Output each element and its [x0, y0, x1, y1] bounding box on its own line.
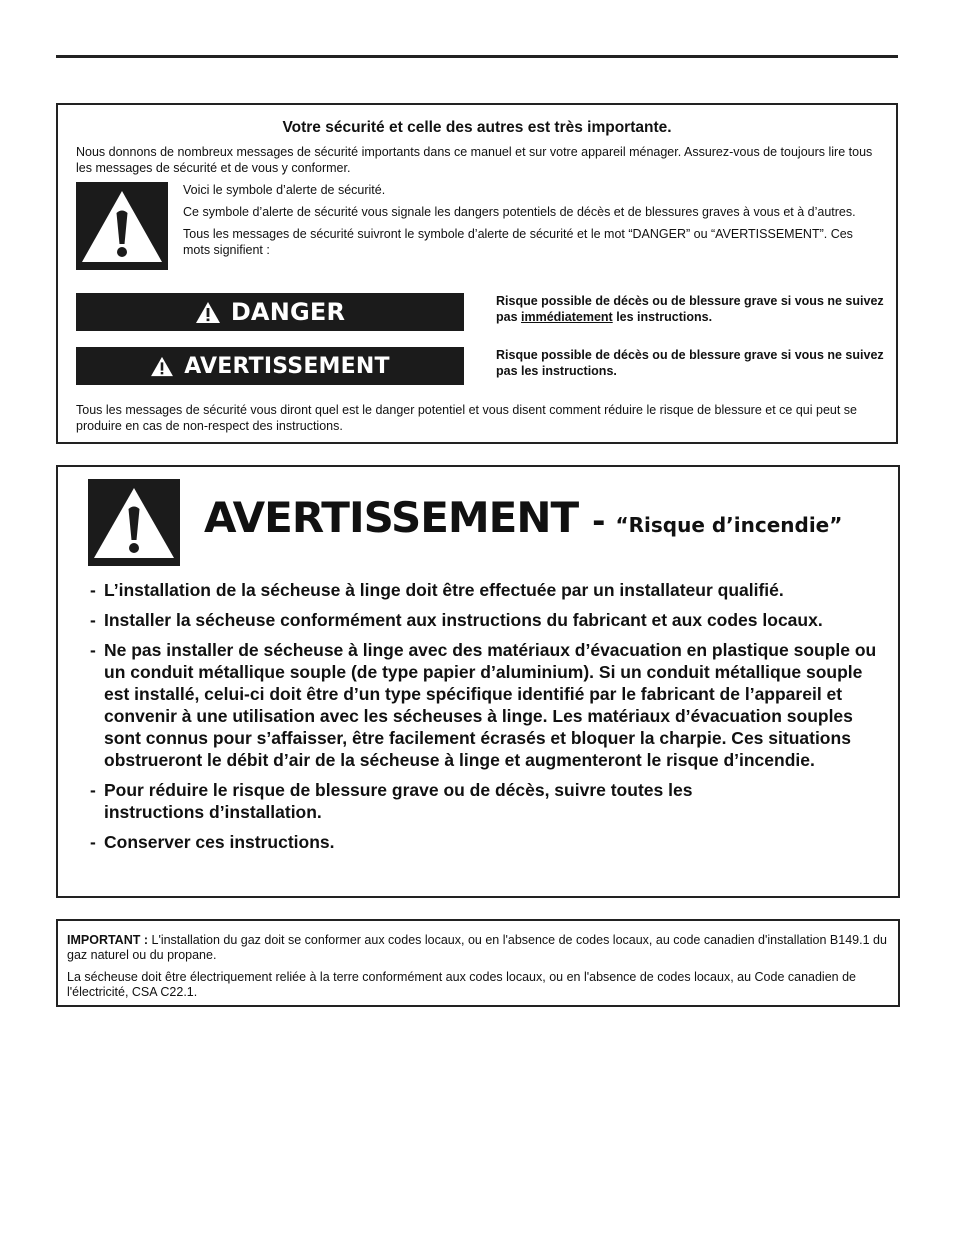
warning-label: AVERTISSEMENT — [184, 353, 390, 379]
symbol-explanation — [183, 182, 873, 264]
symbol-line-3: Tous les messages de sécurité suivront le symbole d’alerte de sécurité et le mot “DANGER” ou “AVERTISSEMENT”. Ces mots signifient : — [183, 227, 853, 257]
warning-banner — [76, 347, 464, 385]
important-gas — [67, 933, 887, 963]
fire-heading-subtitle: “Risque d’incendie” — [615, 513, 843, 537]
important-electric: La sécheuse doit être électriquement reliée à la terre conformément aux codes locaux, ou en l'absence de codes locaux, au Code canadien de l'électricité, CSA C22.1. — [67, 970, 856, 999]
safety-intro: Nous donnons de nombreux messages de sécurité importants dans ce manuel et sur votre appareil ménager. Assurez-vous de toujours lire tous les messages de sécurité et de vous y conformer. — [76, 145, 873, 175]
important-gas-text: L'installation du gaz doit se conformer aux codes locaux, ou en l'absence de codes locaux, au code canadien d'installation B149.1 du gaz naturel ou du propane. — [67, 933, 887, 962]
safety-footer: Tous les messages de sécurité vous diront quel est le danger potentiel et vous disent comment réduire le risque de blessure et ce qui peut se produire en cas de non-respect des instructions. — [76, 403, 857, 433]
warning-small-icon — [150, 356, 174, 377]
warning-description: Risque possible de décès ou de blessure grave si vous ne suivez pas les instructions. — [496, 348, 884, 378]
fire-heading — [204, 493, 842, 542]
symbol-line-1: Voici le symbole d’alerte de sécurité. — [183, 183, 386, 197]
list-item: - Pour réduire le risque de blessure grave ou de décès, suivre toutes les instructions d’installation. — [90, 779, 704, 823]
danger-desc-underline: immédiatement — [521, 310, 613, 324]
important-label: IMPORTANT : — [67, 933, 149, 947]
fire-warning-list — [90, 579, 885, 861]
warning-triangle-icon — [76, 182, 168, 270]
danger-description — [496, 293, 891, 325]
safety-title: Votre sécurité et celle des autres est très importante. — [282, 119, 672, 136]
symbol-line-2: Ce symbole d’alerte de sécurité vous signale les dangers potentiels de décès et de blessures graves à vous et à d’autres. — [183, 205, 856, 219]
warning-small-icon — [195, 301, 221, 324]
important-box — [56, 919, 900, 1007]
list-item: - Conserver ces instructions. — [90, 831, 885, 853]
fire-heading-separator: - — [592, 502, 606, 540]
danger-desc-before: Risque possible de décès ou de blessure grave si vous ne suivez pas — [496, 294, 884, 324]
top-rule — [56, 55, 898, 58]
danger-banner — [76, 293, 464, 331]
list-item: - Ne pas installer de sécheuse à linge avec des matériaux d’évacuation en plastique souple ou un conduit métallique souple (de type papier d’aluminium). Si un conduit métallique souple est installé, celui-ci doit être d’un type spécifique identifié par le fabricant de l’appareil et convenir à une utilisation avec les sécheuses à linge. Les matériaux d’évacuation souples sont connus pour s’affaisser, être facilement écrasés et bloquer la charpie. Ces situations obstrueront le débit d’air de la sécheuse à linge et augmenteront le risque d’incendie. — [90, 639, 885, 771]
fire-warning-box — [56, 465, 900, 898]
danger-desc-after: les instructions. — [612, 310, 713, 324]
danger-label: DANGER — [230, 298, 346, 326]
list-item: - Installer la sécheuse conformément aux instructions du fabricant et aux codes locaux. — [90, 609, 885, 631]
warning-triangle-icon — [88, 479, 180, 566]
safety-box — [56, 103, 898, 444]
fire-heading-title: AVERTISSEMENT — [204, 493, 579, 542]
list-item: - L’installation de la sécheuse à linge doit être effectuée par un installateur qualifié. — [90, 579, 885, 601]
